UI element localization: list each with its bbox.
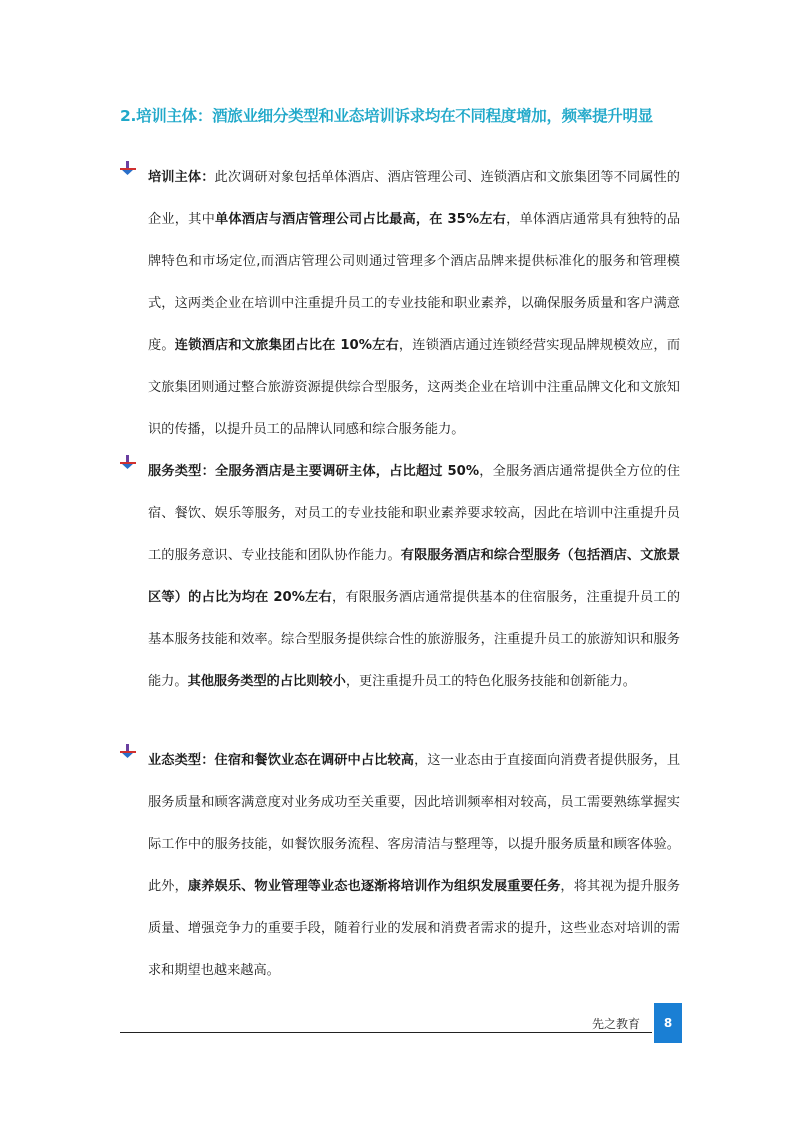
bullet-label: 培训主体： [148, 170, 215, 185]
text: ，有限服务酒店通常提供基本的住宿服务，注重提升员工的基本服务技能和效率。综合型服务提供综合性的旅游服务，注重提升员工的旅游知识和服务能力。 [148, 590, 681, 689]
arrow-bullet-icon [120, 161, 136, 177]
footer-divider [120, 1032, 652, 1033]
text: ，全服务酒店通常提供全方位的住宿、餐饮、娱乐等服务，对员工的专业技能和职业素养要求较高，因此在培训中注重提升员工的服务意识、专业技能和团队协作能力。 [148, 464, 681, 563]
highlight-text: 有限服务酒店和综合型服务（包括酒店、文旅景区等）的占比为均在 20%左右 [148, 548, 681, 605]
section-service-type [120, 451, 680, 703]
arrow-bullet-icon [120, 455, 136, 471]
highlight-text: 连锁酒店和文旅集团占比在 10%左右 [174, 338, 399, 353]
text: ，更注重提升员工的特色化服务技能和创新能力。 [345, 674, 636, 689]
highlight-text: 全服务酒店是主要调研主体，占比超过 50% [214, 464, 480, 479]
highlight-text: 其他服务类型的占比则较小 [187, 674, 346, 689]
page-number: 8 [654, 1003, 682, 1043]
section-business-type [120, 740, 680, 992]
paragraph [148, 451, 680, 703]
text: ，将其视为提升服务质量、增强竞争力的重要手段，随着行业的发展和消费者需求的提升，这些业态对培训的需求和期望也越来越高。 [148, 879, 681, 978]
section-heading: 2.培训主体：酒旅业细分类型和业态培训诉求均在不同程度增加，频率提升明显 [120, 107, 653, 125]
text: 此次调研对象包括单体酒店、酒店管理公司、连锁酒店和文旅集团等不同属性的企业，其中 [148, 170, 680, 227]
text: ，单体酒店通常具有独特的品牌特色和市场定位,而酒店管理公司则通过管理多个酒店品牌来提供标准化的服务和管理模式，这两类企业在培训中注重提升员工的专业技能和职业素养，以确保服务质量和客户满意度。 [148, 212, 681, 353]
highlight-text: 康养娱乐、物业管理等业态也逐渐将培训作为组织发展重要任务 [187, 879, 561, 894]
arrow-bullet-icon [120, 744, 136, 760]
bullet-label: 业态类型： [148, 753, 215, 768]
text: ，这一业态由于直接面向消费者提供服务，且服务质量和顾客满意度对业务成功至关重要，因此培训频率相对较高，员工需要熟练掌握实际工作中的服务技能，如餐饮服务流程、客房清洁与整理等，以提升服务质量和顾客体验。此外， [148, 753, 681, 894]
footer-brand: 先之教育 [592, 1017, 641, 1031]
highlight-text: 单体酒店与酒店管理公司占比最高，在 35%左右 [214, 212, 507, 227]
paragraph [148, 157, 680, 451]
text: ，连锁酒店通过连锁经营实现品牌规模效应，而文旅集团则通过整合旅游资源提供综合型服务，这两类企业在培训中注重品牌文化和文旅知识的传播，以提升员工的品牌认同感和综合服务能力。 [148, 338, 681, 437]
paragraph [148, 740, 680, 992]
section-training-subject [120, 157, 680, 451]
bullet-label: 服务类型： [148, 464, 215, 479]
highlight-text: 住宿和餐饮业态在调研中占比较高 [214, 753, 415, 768]
